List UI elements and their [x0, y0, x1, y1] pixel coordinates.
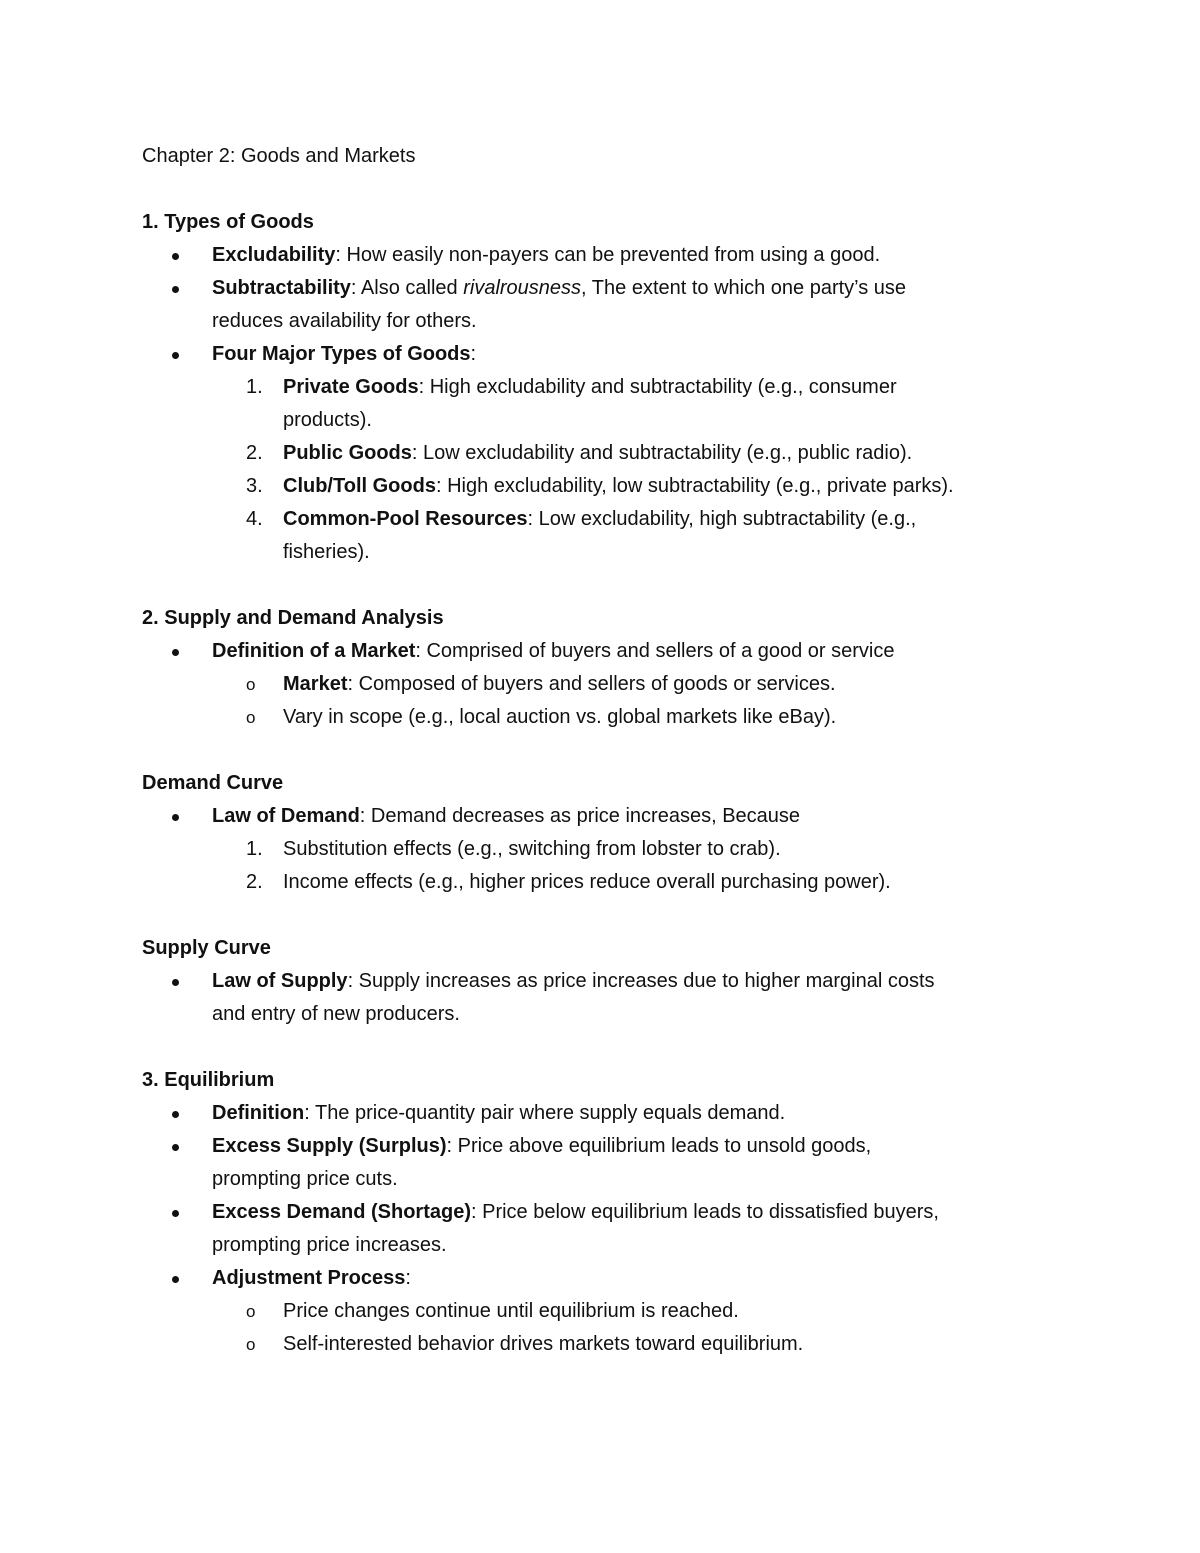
- list-item-law-of-demand: Law of Demand: Demand decreases as price increases, Because: [212, 805, 801, 827]
- list-item-common-pool-cont: fisheries).: [283, 541, 370, 563]
- list-item-private-goods-cont: products).: [283, 409, 372, 431]
- list-item-excess-demand: Excess Demand (Shortage): Price below equilibrium leads to dissatisfied buyers,: [212, 1201, 939, 1223]
- circle-bullet-icon: o: [246, 1302, 256, 1321]
- circle-bullet-icon: o: [246, 708, 256, 727]
- list-item-substitution: 1. Substitution effects (e.g., switching from lobster to crab).: [246, 838, 781, 860]
- list-item-subtractability: Subtractability: Also called rivalrousness, The extent to which one party’s use: [212, 277, 907, 299]
- list-item-scope: o Vary in scope (e.g., local auction vs. global markets like eBay).: [142, 701, 1100, 734]
- circle-bullet-icon: o: [246, 675, 256, 694]
- list-item-excludability: Excludability: How easily non-payers can be prevented from using a good.: [212, 244, 881, 266]
- list-item-subtractability-cont: reduces availability for others.: [212, 310, 477, 332]
- list-item-excess-supply: Excess Supply (Surplus): Price above equilibrium leads to unsold goods,: [212, 1135, 872, 1157]
- list-item-common-pool: 4. Common-Pool Resources: Low excludability, high subtractability (e.g.,: [246, 508, 917, 530]
- list-item-self-interest: o Self-interested behavior drives markets toward equilibrium.: [142, 1328, 1100, 1361]
- section-heading-supply-curve: Supply Curve: [142, 937, 271, 959]
- circle-bullet-icon: o: [246, 1335, 256, 1354]
- list-item-public-goods: 2. Public Goods: Low excludability and subtractability (e.g., public radio).: [246, 442, 913, 464]
- section-heading-types-of-goods: 1. Types of Goods: [142, 211, 314, 233]
- list-item-definition: Definition: The price-quantity pair where supply equals demand.: [212, 1102, 786, 1124]
- list-item-income: 2. Income effects (e.g., higher prices reduce overall purchasing power).: [246, 871, 891, 893]
- section-heading-equilibrium: 3. Equilibrium: [142, 1069, 275, 1091]
- list-item-law-of-supply-cont: and entry of new producers.: [212, 1003, 460, 1025]
- section-heading-demand-curve: Demand Curve: [142, 772, 284, 794]
- list-item-adjustment: Adjustment Process:: [212, 1267, 411, 1289]
- list-item-private-goods: 1. Private Goods: High excludability and subtractability (e.g., consumer: [246, 376, 897, 398]
- list-item-price-changes: o Price changes continue until equilibrium is reached.: [142, 1295, 1100, 1328]
- chapter-title: Chapter 2: Goods and Markets: [142, 145, 416, 167]
- list-item-four-types: Four Major Types of Goods:: [212, 343, 477, 365]
- list-item-excess-demand-cont: prompting price increases.: [212, 1234, 447, 1256]
- list-item-club-toll-goods: 3. Club/Toll Goods: High excludability, low subtractability (e.g., private parks).: [246, 475, 954, 497]
- list-item-excess-supply-cont: prompting price cuts.: [212, 1168, 398, 1190]
- list-item-market-definition: Definition of a Market: Comprised of buyers and sellers of a good or service: [212, 640, 895, 662]
- section-heading-supply-demand: 2. Supply and Demand Analysis: [142, 607, 444, 629]
- list-item-law-of-supply: Law of Supply: Supply increases as price increases due to higher marginal costs: [212, 970, 935, 992]
- list-item-market: o Market: Composed of buyers and sellers of goods or services.: [142, 668, 1100, 701]
